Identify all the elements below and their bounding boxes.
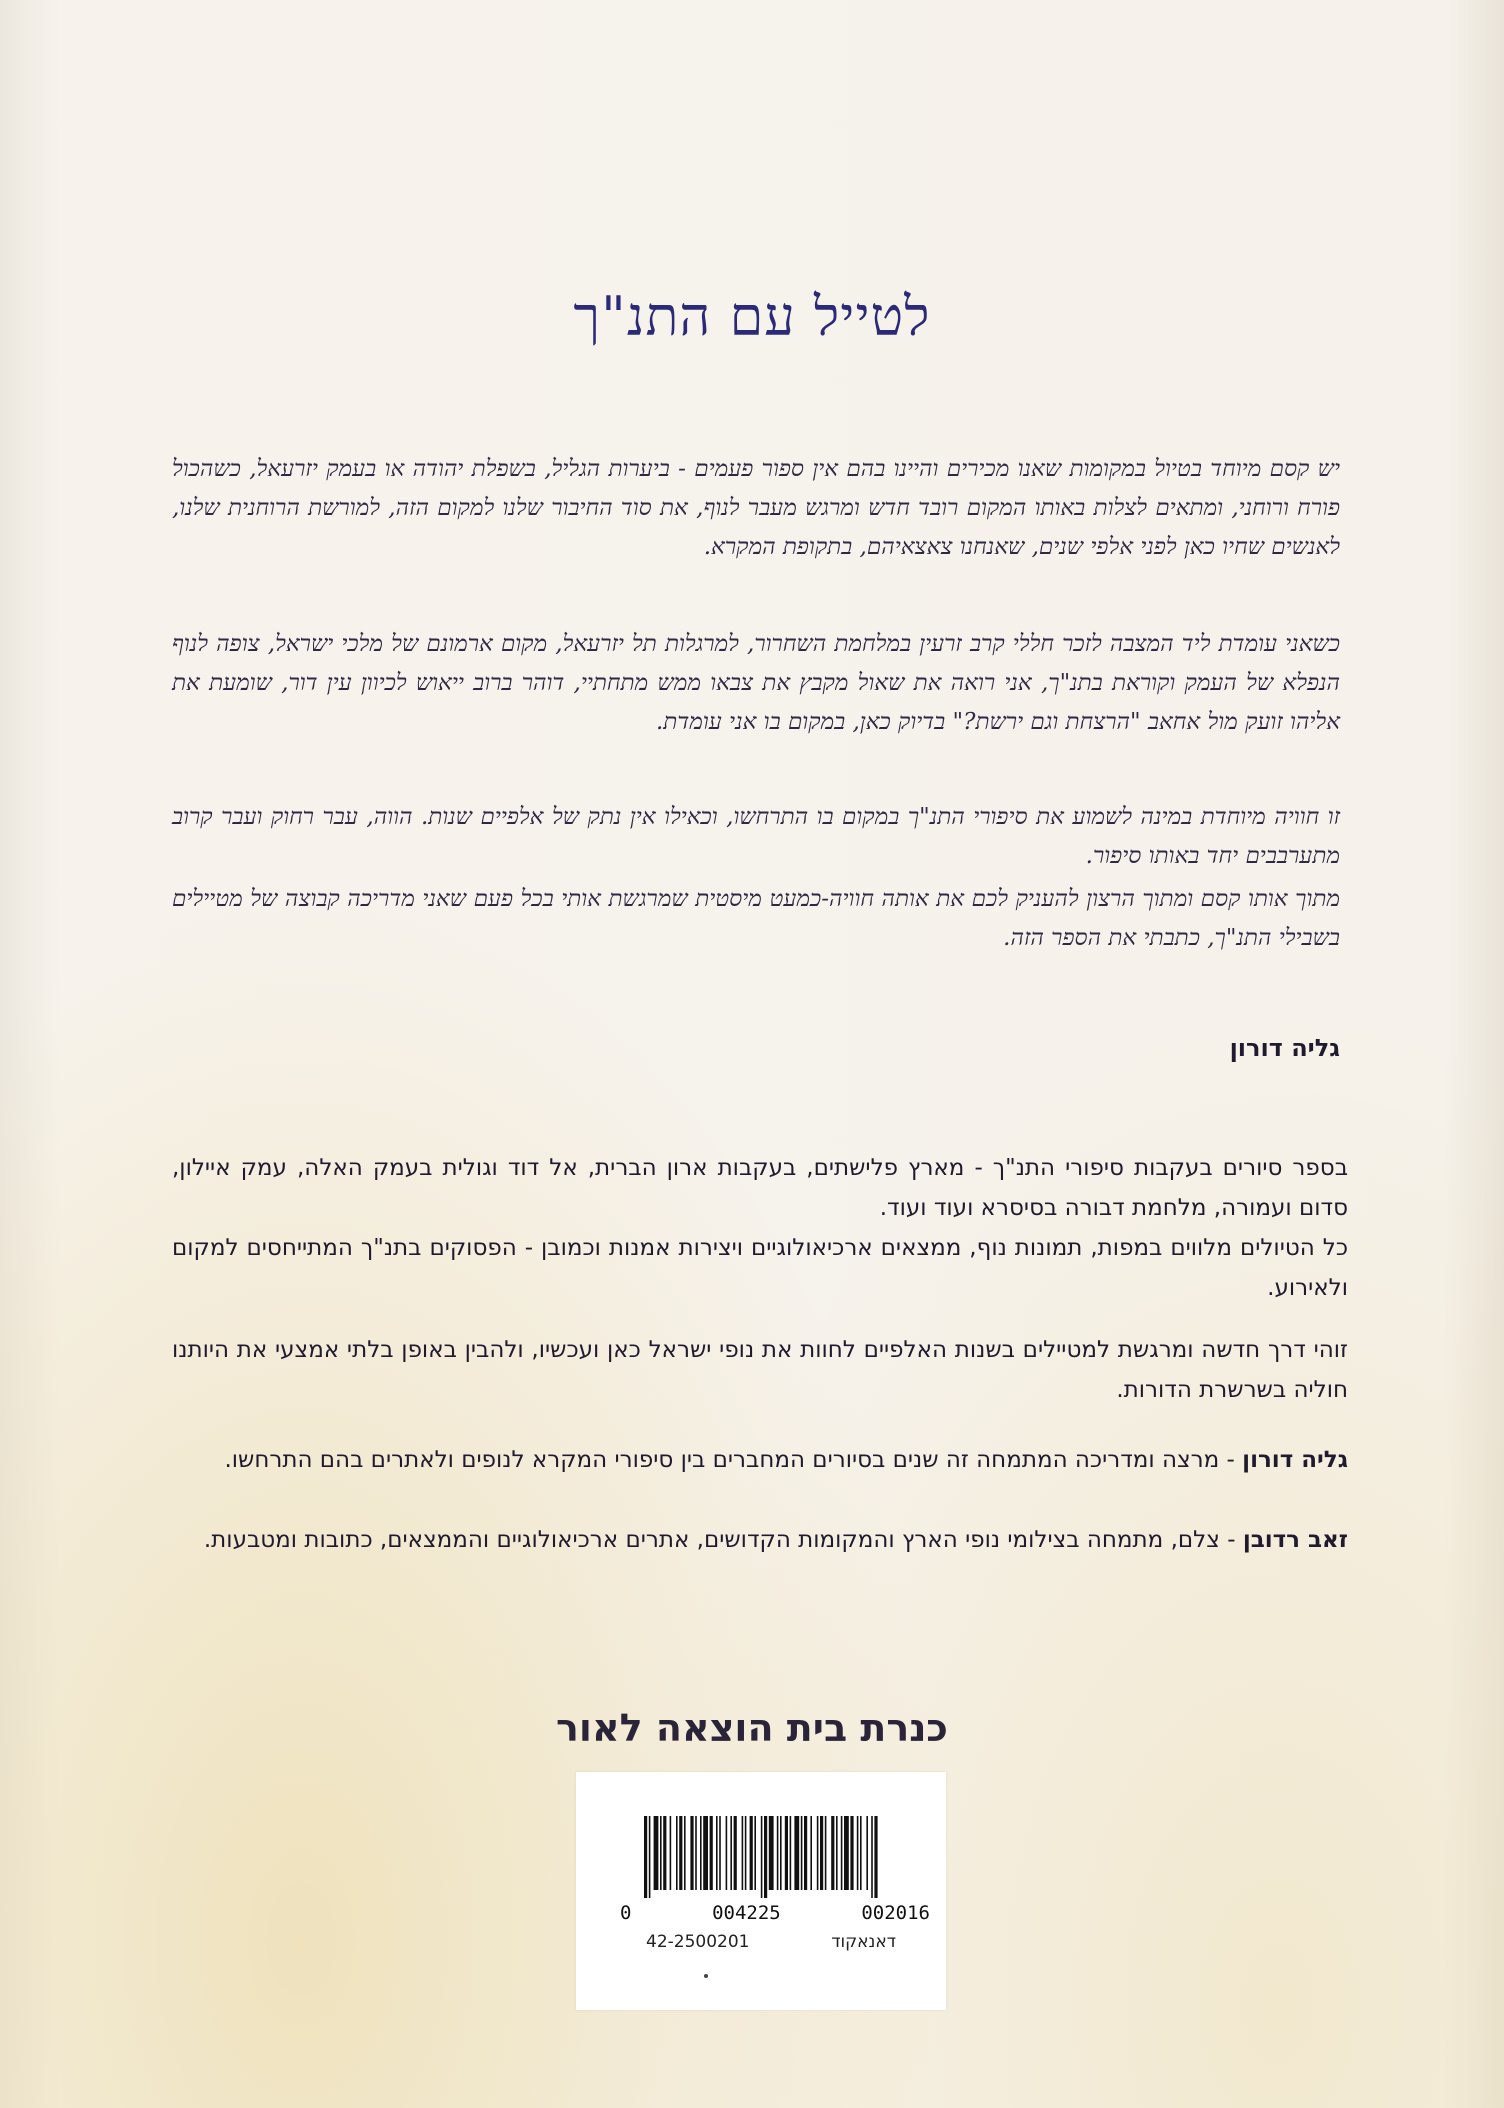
book-title: לטייל עם התנ"ך — [573, 285, 931, 348]
barcode-digit-first: 0 — [620, 1902, 632, 1924]
barcode-bar — [769, 1816, 774, 1890]
barcode-bar — [750, 1816, 753, 1890]
description-paragraph-2: כל הטיולים מלווים במפות, תמונות נוף, ממצאים ארכיאולוגיים ויצירות אמנות וכמובן - הפסוקים בתנ"ך המתייחסים למקום ולאירוע. — [172, 1235, 1348, 1301]
barcode-bar — [777, 1816, 779, 1890]
catalog-number: 42-2500201 — [646, 1932, 750, 1952]
barcode-bar — [710, 1816, 713, 1890]
barcode-bar — [857, 1816, 859, 1890]
barcode-bar — [794, 1816, 799, 1890]
barcode-bar — [801, 1816, 803, 1890]
barcode-bar — [874, 1816, 877, 1898]
barcode-bar — [695, 1816, 697, 1890]
barcode-bar — [670, 1816, 672, 1890]
barcode-bar — [785, 1816, 788, 1890]
barcode-bar — [790, 1816, 792, 1890]
barcode-bar — [871, 1816, 873, 1898]
barcode-bars — [644, 1816, 878, 1898]
barcode-bar — [761, 1816, 763, 1898]
barcode-bar — [866, 1816, 868, 1890]
barcode-bar — [660, 1816, 662, 1890]
barcode-digits — [620, 1902, 930, 1924]
author-name-1: גליה דורון — [1242, 1447, 1348, 1473]
barcode-bar — [860, 1816, 862, 1890]
barcode-bar — [676, 1816, 678, 1890]
barcode-bar — [700, 1816, 702, 1890]
barcode-bar — [817, 1816, 819, 1890]
barcode-dot — [704, 1974, 708, 1978]
barcode-label — [576, 1772, 946, 2010]
description-paragraph-1: בספר סיורים בעקבות סיפורי התנ"ך - מארץ פלישתים, בעקבות ארון הברית, אל דוד וגולית בעמק האלה, עמק איילון, סדום ועמורה, מלחמת דבורה בסיסרא ועוד ועוד. — [172, 1155, 1348, 1221]
barcode-bar — [780, 1816, 782, 1890]
author-signature: גליה דורון — [1229, 1034, 1340, 1062]
barcode-bar — [703, 1816, 708, 1890]
blurb-paragraph-2: כשאני עומדת ליד המצבה לזכר חללי קרב זרעין במלחמת השחרור, למרגלות תל יזרעאל, מקום ארמונם של מלכי ישראל, צופה לנוף הנפלא של העמק וקוראת בתנ"ך, אני רואה את שאול מקבץ את צבאו ממש מתחתיי, דוהר ברוב ייאוש לכיוון עין דור, שומעת את אליהו זועק מול אחאב "הרצחת וגם ירשת?" בדיוק כאן, במקום בו אני עומדת. — [172, 631, 1340, 735]
barcode-bar — [804, 1816, 807, 1890]
description-paragraph-3: זוהי דרך חדשה ומרגשת למטיילים בשנות האלפיים לחוות את נופי ישראל כאן ועכשיו, ולהבין באופן בלתי אמצעי את היותנו חוליה בשרשרת הדורות. — [172, 1337, 1348, 1403]
publisher-name: כנרת בית הוצאה לאור — [556, 1706, 948, 1750]
blurb-paragraph-3: זו חוויה מיוחדת במינה לשמוע את סיפורי התנ"ך במקום בו התרחשו, וכאילו אין נתק של אלפיים שנות. הווה, עבר רחוק ועבר קרוב מתערבבים יחד באותו סיפור. — [172, 804, 1340, 869]
barcode-bar — [764, 1816, 767, 1898]
barcode-code-row — [646, 1932, 896, 1952]
author-bio-text-1: - מרצה ומדריכה המתמחה זה שנים בסיורים המחברים בין סיפורי המקרא לנופים ולאתרים בהם התרחשו. — [224, 1447, 1243, 1473]
barcode-bar — [820, 1816, 823, 1890]
barcode-bar — [836, 1816, 838, 1890]
barcode-bar — [844, 1816, 849, 1890]
barcode-bar — [690, 1816, 693, 1890]
author-bio-2 — [172, 1520, 1348, 1560]
barcode-bar — [841, 1816, 843, 1890]
barcode-bar — [649, 1816, 651, 1898]
blurb-paragraph-1: יש קסם מיוחד בטיול במקומות שאנו מכירים והיינו בהם אין ספור פעמים - ביערות הגליל, בשפלת יהודה או בעמק יזרעאל, כשהכול פורח ורוחני, ומתאים לצלות באותו המקום רובד חדש ומרגש מעבר לנוף, את סוד החיבור שלנו למקום הזה, למורשת הרוחנית שלנו, לאנשים שחיו כאן לפני אלפי שנים, שאנחנו צאצאיהם, בתקופת המקרא. — [172, 456, 1340, 560]
barcode-digits-left: 004225 — [712, 1902, 781, 1924]
barcode-bar — [810, 1816, 812, 1890]
author-name-2: זאב רדובן — [1242, 1527, 1348, 1553]
barcode-bar — [654, 1816, 659, 1890]
barcode-bar — [726, 1816, 728, 1890]
barcode-bar — [644, 1816, 647, 1898]
barcode-digits-right: 002016 — [861, 1902, 930, 1924]
barcode-bar — [730, 1816, 732, 1890]
barcode-bar — [679, 1816, 682, 1890]
barcode-bar — [663, 1816, 666, 1890]
blurb-paragraph-4: מתוך אותו קסם ומתוך הרצון להעניק לכם את אותה חוויה-כמעט מיסטית שמרגשת אותי בכל פעם שאני מדריכה קבוצה של מטיילים בשבילי התנ"ך, כתבתי את הספר הזה. — [172, 886, 1340, 951]
barcode-bar — [850, 1816, 853, 1890]
barcode-bar — [745, 1816, 747, 1890]
barcode-bar — [684, 1816, 686, 1890]
barcode-bar — [716, 1816, 718, 1890]
author-bio-1 — [172, 1440, 1348, 1480]
barcode-bar — [734, 1816, 737, 1890]
author-bio-text-2: - צלם, מתמחה בצילומי נופי הארץ והמקומות הקדושים, אתרים ארכיאולוגיים והממצאים, כתובות ומטבעות. — [203, 1527, 1243, 1553]
barcode-bar — [719, 1816, 721, 1890]
barcode-bar — [831, 1816, 834, 1890]
barcode-bar — [754, 1816, 756, 1890]
barcode-company-label: דאנאקוד — [831, 1932, 896, 1952]
barcode-bar — [742, 1816, 744, 1890]
barcode-bar — [825, 1816, 827, 1890]
